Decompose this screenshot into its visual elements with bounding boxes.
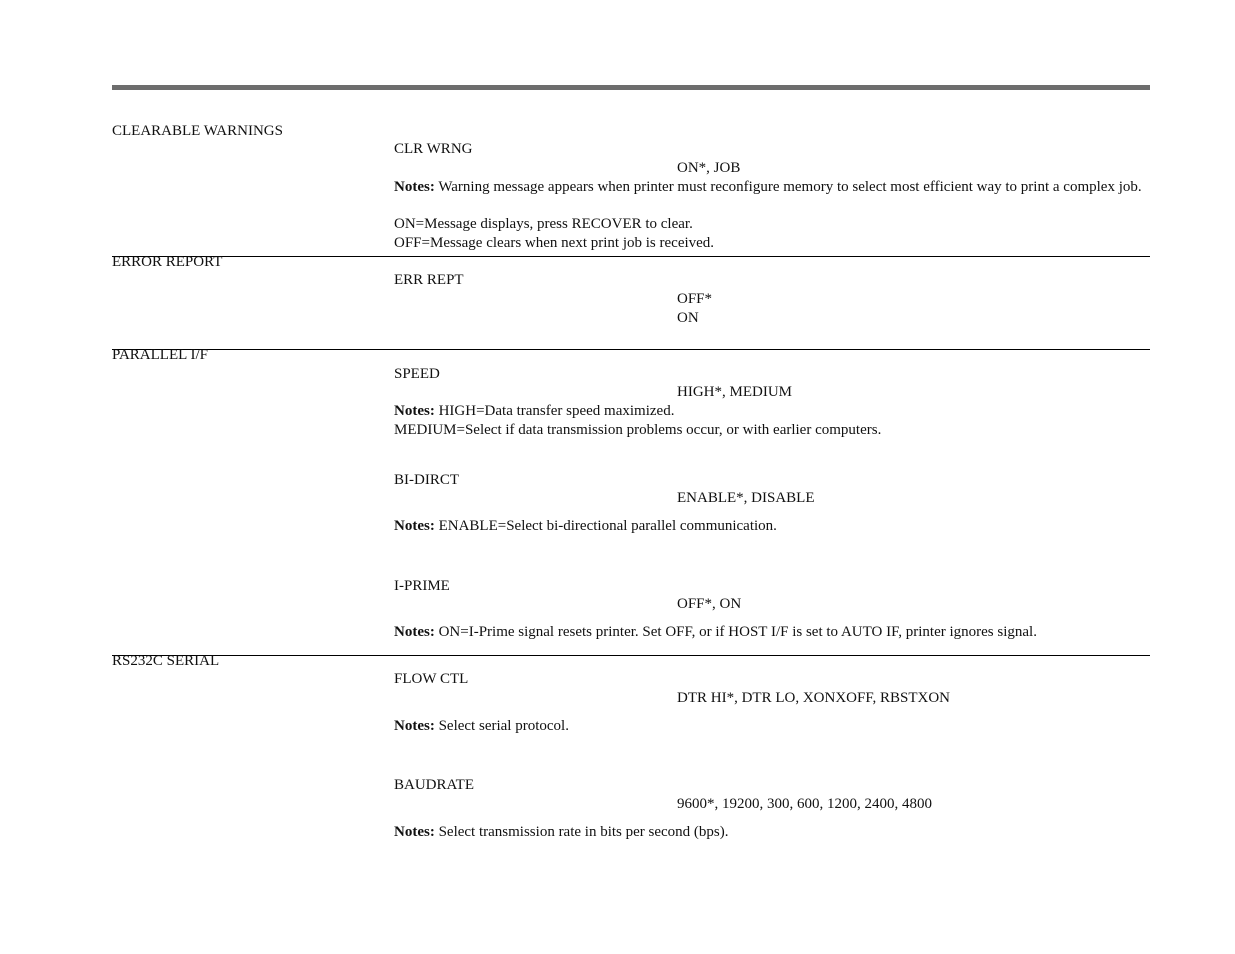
note-text: ON=I-Prime signal resets printer. Set OFF, or if HOST I/F is set to AUTO IF, printer ignores signal. [438,624,1037,640]
category-parallel-if: PARALLEL I/F [112,347,208,363]
note-speed-medium: MEDIUM=Select if data transmission problems occur, or with earlier computers. [394,422,882,438]
param-baudrate: BAUDRATE [394,777,475,793]
notes-label: Notes: [394,179,435,195]
note-speed [394,402,674,421]
values-bi-dirct: ENABLE*, DISABLE [677,490,815,506]
category-clearable-warnings: CLEARABLE WARNINGS [112,123,283,139]
section-divider [112,349,1150,350]
note-clr-wrng [394,178,1150,197]
param-err-rept: ERR REPT [394,272,464,288]
note-text: Select serial protocol. [438,718,569,734]
header-rule [112,85,1150,90]
param-speed: SPEED [394,366,440,382]
note-text: Warning message appears when printer must reconfigure memory to select most efficient way to print a complex job. [438,179,1142,195]
note-text: HIGH=Data transfer speed maximized. [438,403,675,419]
note-baudrate [394,823,729,842]
note-text: Select transmission rate in bits per second (bps). [438,824,729,840]
notes-label: Notes: [394,718,435,734]
param-flow-ctl: FLOW CTL [394,671,469,687]
values-baudrate: 9600*, 19200, 300, 600, 1200, 2400, 4800 [677,796,932,812]
note-clr-wrng-off: OFF=Message clears when next print job is received. [394,235,715,251]
value-err-rept-off: OFF* [677,291,713,307]
note-clr-wrng-on: ON=Message displays, press RECOVER to clear. [394,216,693,232]
notes-label: Notes: [394,824,435,840]
category-rs232c-serial: RS232C SERIAL [112,653,220,669]
notes-label: Notes: [394,624,435,640]
param-clr-wrng: CLR WRNG [394,141,473,157]
section-divider [112,655,1150,656]
param-i-prime: I-PRIME [394,578,450,594]
values-clr-wrng: ON*, JOB [677,160,741,176]
note-text: ENABLE=Select bi-directional parallel communication. [438,518,777,534]
notes-label: Notes: [394,518,435,534]
section-divider [112,256,1150,257]
note-i-prime [394,623,1037,642]
value-err-rept-on: ON [677,310,699,326]
values-flow-ctl: DTR HI*, DTR LO, XONXOFF, RBSTXON [677,690,950,706]
note-bi-dirct [394,517,777,536]
param-bi-dirct: BI-DIRCT [394,472,459,488]
note-flow-ctl [394,717,569,736]
values-i-prime: OFF*, ON [677,596,742,612]
values-speed: HIGH*, MEDIUM [677,384,792,400]
notes-label: Notes: [394,403,435,419]
category-error-report: ERROR REPORT [112,254,223,270]
